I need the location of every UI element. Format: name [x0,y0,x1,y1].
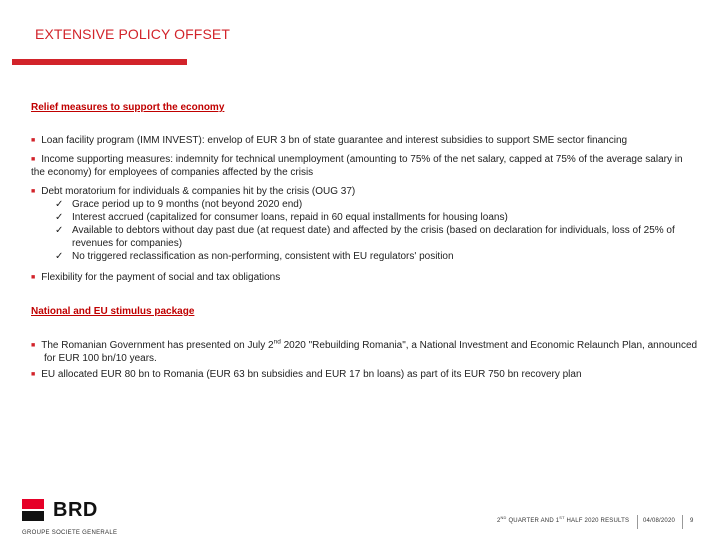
section-heading-stimulus: National and EU stimulus package [31,306,195,317]
bullet-debt-moratorium: ■ Debt moratorium for individuals & companies hit by the crisis (OUG 37) ✓ Grace period up to 9 months (not beyond 2020 end) ✓ Interest accrued (capitalized for consumer loans, repaid in 60 equal installments for housing loans) ✓ Available to debtors without day past due (at request date) and affected by the crisis (based on declaration for individuals, loss of 25% of revenues for companies) ✓ No triggered reclassification as non-performing, consistent with EU regulators' position [31,185,691,263]
bullet-eu-allocation: ■ EU allocated EUR 80 bn to Romania (EUR 63 bn subsidies and EUR 17 bn loans) as part of its EUR 750 bn recovery plan [31,369,582,380]
page-number: 9 [690,518,694,524]
group-name: GROUPE SOCIETE GENERALE [22,530,118,536]
bullet-income-support: ■ Income supporting measures: indemnity for technical unemployment (amounting to 75% of the net salary, capped at 75% of the average salary in the economy) for employees of companies affected by the crisis [31,154,683,178]
page-title: EXTENSIVE POLICY OFFSET [35,26,230,42]
title-underline-bar [12,59,187,65]
check-item: ✓ Available to debtors without day past due (at request date) and affected by the crisis (based on declaration for individuals, loss of 25% of revenues for companies) [55,225,675,249]
bullet-flexibility: ■ Flexibility for the payment of social and tax obligations [31,272,281,283]
square-bullet-icon: ■ [31,188,36,195]
brand-name: BRD [53,499,98,521]
moratorium-checklist [31,198,691,263]
footer-date: 04/08/2020 [643,518,676,524]
checkmark-icon: ✓ [55,199,64,210]
checkmark-icon: ✓ [55,251,64,262]
square-bullet-icon: ■ [31,371,36,378]
square-bullet-icon: ■ [31,274,36,281]
square-bullet-icon: ■ [31,137,36,144]
footer-report-title: 2ND QUARTER AND 1ST HALF 2020 RESULTS [497,515,630,524]
checkmark-icon: ✓ [55,225,64,236]
footer-divider [637,515,638,529]
square-bullet-icon: ■ [31,342,36,349]
check-item: ✓ No triggered reclassification as non-performing, consistent with EU regulators' position [55,251,454,262]
section-heading-relief: Relief measures to support the economy [31,102,225,113]
footer-divider [682,515,683,529]
check-item: ✓ Grace period up to 9 months (not beyond 2020 end) [55,199,303,210]
checkmark-icon: ✓ [55,212,64,223]
square-bullet-icon: ■ [31,156,36,163]
bullet-government-plan: ■ The Romanian Government has presented on July 2nd 2020 "Rebuilding Romania", a National Investment and Economic Relaunch Plan, announced for EUR 100 bn/10 years. [31,338,698,364]
check-item: ✓ Interest accrued (capitalized for consumer loans, repaid in 60 equal installments for housing loans) [55,212,508,223]
bullet-loan-facility: ■ Loan facility program (IMM INVEST): envelop of EUR 3 bn of state guarantee and interest subsidies to support SME sector financing [31,135,628,146]
brd-logo-icon [22,499,44,521]
